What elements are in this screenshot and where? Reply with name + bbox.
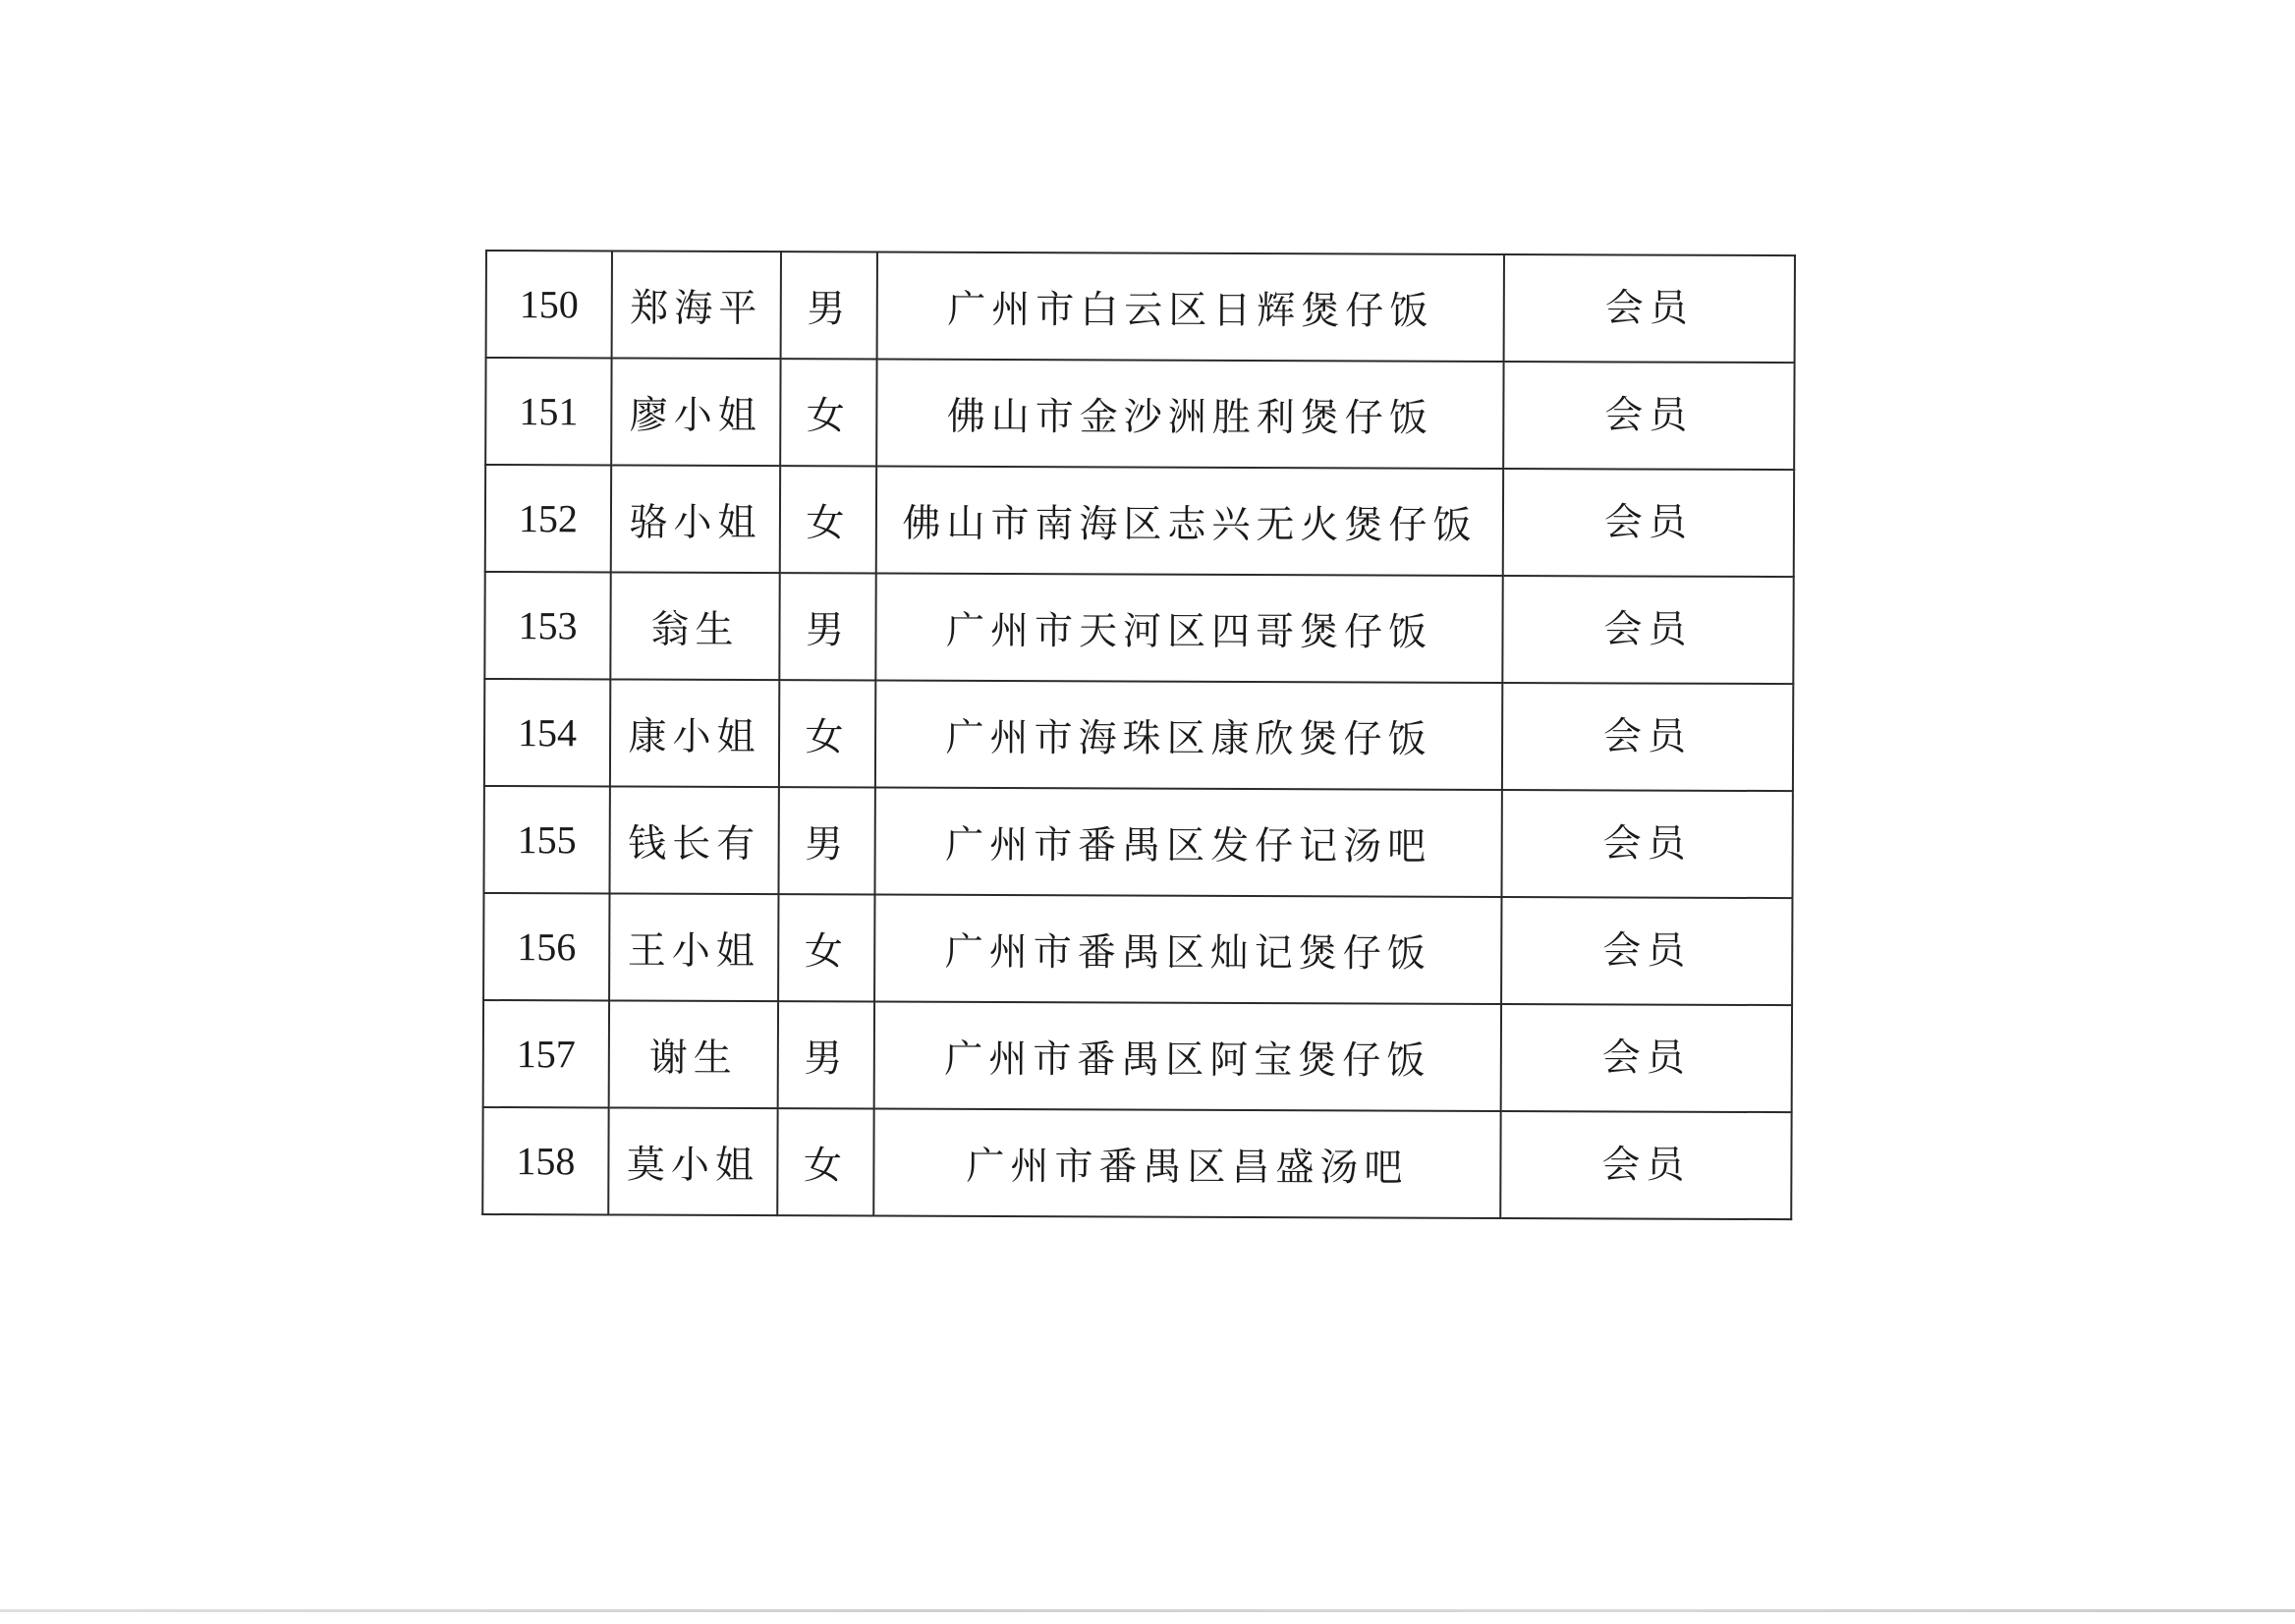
member-status: 会员 xyxy=(1502,576,1793,684)
shop-name: 广州市番禺区灿记煲仔饭 xyxy=(874,895,1501,1004)
shop-name: 广州市白云区日辉煲仔饭 xyxy=(877,252,1504,362)
member-gender: 男 xyxy=(781,252,877,359)
row-number: 152 xyxy=(485,465,611,572)
member-status: 会员 xyxy=(1502,683,1793,791)
table-row xyxy=(483,786,1792,898)
row-number: 151 xyxy=(485,358,611,465)
member-name: 骆小姐 xyxy=(611,465,780,573)
shop-name: 广州市海珠区康欣煲仔饭 xyxy=(875,681,1502,790)
member-status: 会员 xyxy=(1504,254,1795,363)
shop-name: 广州市番禺区发仔记汤吧 xyxy=(874,788,1501,897)
member-name: 莫小姐 xyxy=(608,1107,777,1215)
shop-name: 广州市番禺区阿宝煲仔饭 xyxy=(874,1002,1501,1111)
member-gender: 女 xyxy=(779,680,875,787)
row-number: 158 xyxy=(482,1107,608,1214)
member-name: 谢生 xyxy=(609,1000,778,1108)
member-name: 康小姐 xyxy=(610,679,779,787)
shop-name: 广州市番禺区昌盛汤吧 xyxy=(873,1109,1500,1218)
table-body xyxy=(482,251,1795,1219)
member-status: 会员 xyxy=(1503,362,1794,470)
shop-name: 佛山市南海区志兴无火煲仔饭 xyxy=(876,467,1503,576)
member-gender: 女 xyxy=(780,466,876,573)
table-row xyxy=(485,358,1794,470)
member-gender: 男 xyxy=(778,1001,874,1108)
shop-name: 佛山市金沙洲胜利煲仔饭 xyxy=(876,360,1503,469)
member-table xyxy=(481,250,1796,1220)
member-gender: 女 xyxy=(777,1108,873,1215)
table-row xyxy=(485,465,1794,577)
scan-edge-line xyxy=(0,1609,2295,1612)
row-number: 150 xyxy=(486,251,612,358)
table-row xyxy=(483,1000,1792,1112)
table-row xyxy=(484,572,1793,684)
member-status: 会员 xyxy=(1501,1004,1792,1112)
shop-name: 广州市天河区四哥煲仔饭 xyxy=(875,574,1502,683)
table-row xyxy=(484,679,1793,791)
member-status: 会员 xyxy=(1500,1111,1791,1219)
row-number: 156 xyxy=(483,893,609,1000)
member-status: 会员 xyxy=(1501,790,1792,898)
row-number: 154 xyxy=(484,679,610,786)
member-name: 钱长有 xyxy=(609,786,778,894)
member-status: 会员 xyxy=(1503,469,1794,577)
member-gender: 男 xyxy=(778,787,874,894)
table-row xyxy=(482,1107,1791,1219)
table-row xyxy=(486,251,1795,363)
member-status: 会员 xyxy=(1501,897,1792,1005)
row-number: 155 xyxy=(483,786,609,893)
row-number: 157 xyxy=(483,1000,609,1107)
table-row xyxy=(483,893,1792,1005)
member-name: 郑海平 xyxy=(612,251,781,359)
member-name: 王小姐 xyxy=(609,893,778,1001)
member-gender: 男 xyxy=(779,573,875,680)
member-name: 翁生 xyxy=(610,572,779,680)
member-name: 廖小姐 xyxy=(611,358,780,466)
member-gender: 女 xyxy=(778,894,874,1001)
row-number: 153 xyxy=(484,572,610,679)
member-gender: 女 xyxy=(780,359,876,466)
